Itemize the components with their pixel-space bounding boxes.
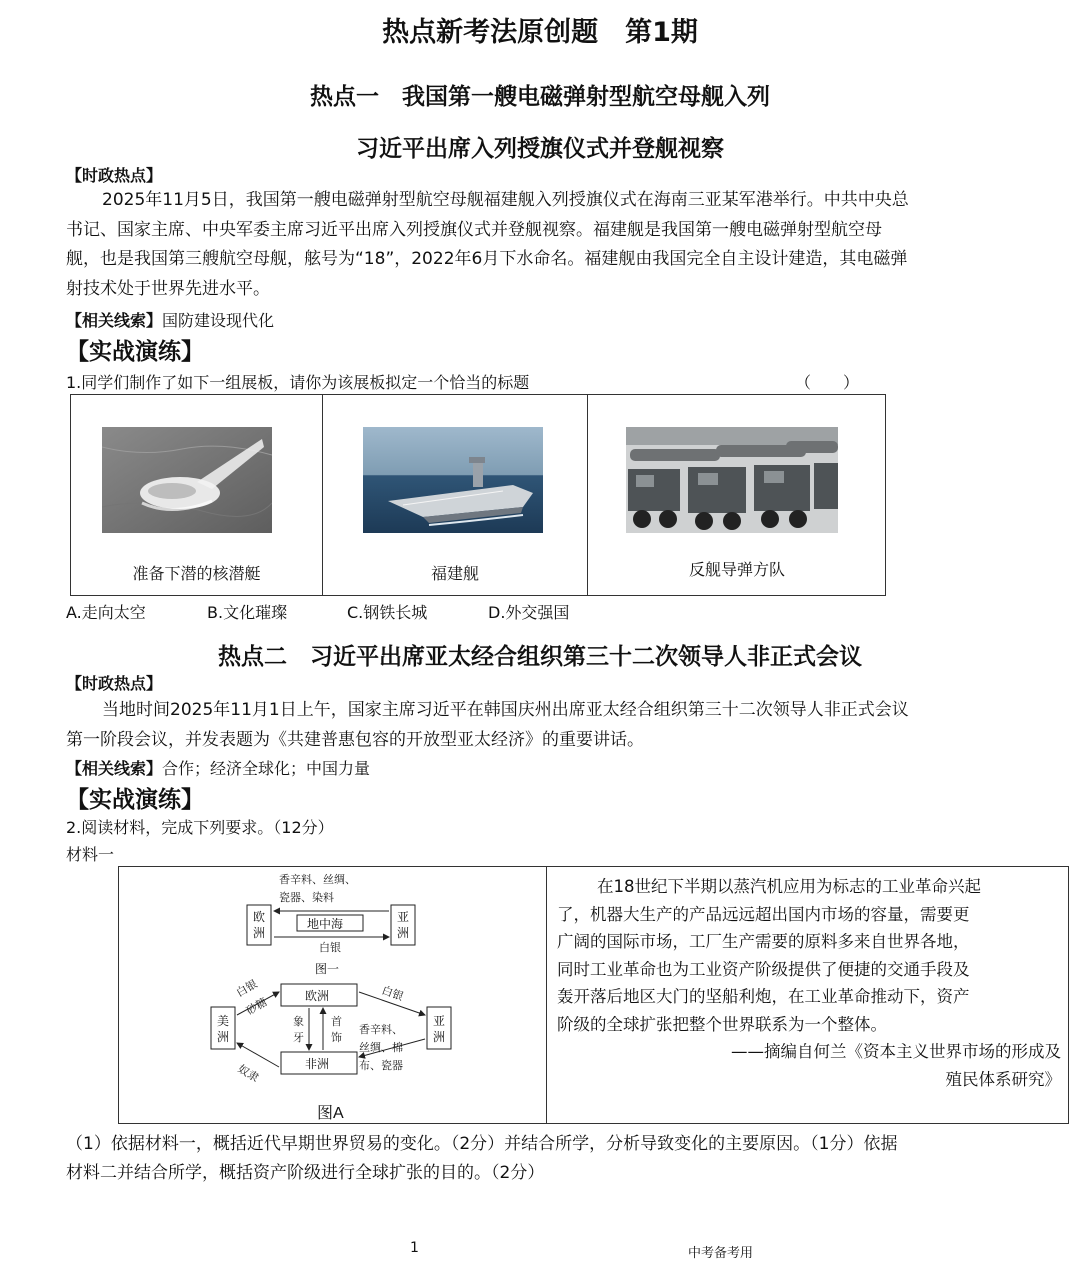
fig2-goods-2: 丝绸、棉 (359, 1041, 403, 1054)
hotspot1-heading: 热点一 我国第一艘电磁弹射型航空母舰入列 (310, 84, 770, 110)
material2-line: 在18世纪下半期以蒸汽机应用为标志的工业革命兴起 (597, 877, 981, 896)
news-tag: 【时政热点】 (66, 166, 163, 185)
material2-line: 同时工业革命也为工业资产阶级提供了便捷的交通手段及 (557, 959, 970, 979)
news-line: 第一阶段会议，并发表题为《共建普惠包容的开放型亚太经济》的重要讲话。 (66, 729, 644, 750)
material2-line: 了，机器大生产的产品远远超出国内市场的容量，需要更 (557, 904, 970, 924)
news-line: 舰，也是我国第三艘航空母舰，舷号为“18”，2022年6月下水命名。福建舰由我国完全自主设计建造，其电磁弹 (66, 249, 908, 269)
fig2-africa: 非洲 (305, 1057, 330, 1071)
drill-heading: 【实战演练】 (66, 787, 204, 813)
fig2-silver-left: 白银 (234, 977, 260, 1000)
fig1-top-goods-2: 瓷器、染料 (279, 891, 334, 904)
news-tag: 【时政热点】 (66, 674, 163, 693)
fig2-ivory-1: 象 (293, 1015, 304, 1028)
clue-text: 合作；经济全球化；中国力量 (162, 759, 371, 778)
fig1-top-goods-1: 香辛料、丝绸、 (279, 873, 356, 886)
fig1-europe-2: 洲 (253, 926, 266, 940)
page-number: 1 (410, 1240, 419, 1256)
missile-trucks-photo (626, 427, 838, 533)
fig2-silver-right: 白银 (379, 983, 406, 1004)
material2-source-2: 殖民体系研究》 (945, 1069, 1061, 1089)
fig2-jewelry-2: 饰 (331, 1031, 342, 1044)
news-line: 书记、国家主席、中央军委主席习近平出席入列授旗仪式并登舰视察。福建舰是我国第一艘电磁弹射型航空母 (66, 219, 882, 240)
fig1-med: 地中海 (307, 917, 344, 931)
hotspot1-news (66, 186, 1026, 304)
fig2-asia-1: 亚 (433, 1014, 446, 1028)
trade-diagram (119, 867, 546, 1123)
clue-text: 国防建设现代化 (162, 311, 275, 330)
option-b: B.文化璀璨 (207, 603, 288, 622)
material2-source-1: ——摘编自何兰《资本主义世界市场的形成及 (731, 1042, 1061, 1061)
fig2-sugar: 砂糖 (244, 995, 270, 1018)
drill-heading: 【实战演练】 (66, 339, 204, 365)
question-2: 2.阅读材料，完成下列要求。（12分） (66, 818, 334, 837)
hotspot2-news (66, 696, 1026, 755)
sub-question-line: 材料二并结合所学，概括资产阶级进行全球扩张的目的。（2分） (66, 1163, 545, 1183)
fig1-label: 图一 (315, 962, 340, 976)
clue-line (66, 756, 370, 779)
sub-question-1 (66, 1130, 1046, 1188)
material2-text (557, 873, 1061, 1093)
hotspot1-subheading: 习近平出席入列授旗仪式并登舰视察 (356, 136, 724, 162)
fig2-asia-2: 洲 (433, 1030, 446, 1044)
option-a: A.走向太空 (66, 603, 146, 622)
submarine-photo (102, 427, 272, 533)
question-1: 1.同学们制作了如下一组展板，请你为该展板拟定一个恰当的标题 (66, 373, 530, 392)
material2-line: 轰开落后地区大门的坚船利炮，在工业革命推动下，资产 (557, 987, 970, 1006)
fig2-goods-3: 布、瓷器 (359, 1059, 403, 1072)
footer-note: 中考备考用 (688, 1246, 754, 1261)
option-c: C.钢铁长城 (347, 603, 428, 622)
fig2-slaves: 奴隶 (235, 1062, 262, 1085)
panel-caption: 反舰导弹方队 (688, 560, 785, 579)
panel-table (70, 394, 886, 596)
fig2-america-1: 美 (217, 1014, 230, 1028)
news-line: 2025年11月5日，我国第一艘电磁弹射型航空母舰福建舰入列授旗仪式在海南三亚某军港举行。中共中央总 (102, 190, 909, 210)
fig2-jewelry-1: 首 (331, 1015, 342, 1028)
fig2-goods-1: 香辛料、 (359, 1023, 403, 1036)
clue-line (66, 308, 274, 331)
panel-caption: 准备下潜的核潜艇 (132, 564, 261, 583)
material2-line: 阶级的全球扩张把整个世界联系为一个整体。 (557, 1014, 887, 1034)
panel-caption: 福建舰 (430, 564, 479, 583)
material2-line: 广阔的国际市场，工厂生产需要的原料多来自世界各地， (557, 932, 970, 951)
fig2-ivory-2: 牙 (293, 1031, 304, 1044)
fig1-silver: 白银 (319, 941, 341, 954)
fig1-europe-1: 欧 (253, 910, 266, 924)
material-table (118, 866, 1069, 1124)
clue-tag: 【相关线索】 (66, 759, 163, 778)
fig1-asia-2: 洲 (397, 926, 410, 940)
carrier-photo (363, 427, 543, 533)
fig1-asia-1: 亚 (397, 910, 410, 924)
clue-tag: 【相关线索】 (66, 311, 163, 330)
news-line: 射技术处于世界先进水平。 (66, 278, 270, 299)
fig2-america-2: 洲 (217, 1030, 230, 1044)
news-line: 当地时间2025年11月1日上午，国家主席习近平在韩国庆州出席亚太经合组织第三十二次领导人非正式会议 (102, 700, 909, 720)
fig2-europe: 欧洲 (305, 989, 330, 1003)
hotspot2-heading: 热点二 习近平出席亚太经合组织第三十二次领导人非正式会议 (218, 644, 862, 670)
page-title: 热点新考法原创题 第1期 (382, 17, 698, 48)
option-d: D.外交强国 (488, 603, 570, 622)
answer-paren: （ ） (795, 373, 860, 392)
sub-question-line: （1）依据材料一，概括近代早期世界贸易的变化。（2分）并结合所学，分析导致变化的主要原因。（1分）依据 (66, 1134, 898, 1154)
figA-label: 图A (317, 1105, 344, 1122)
material-label: 材料一 (66, 845, 115, 864)
